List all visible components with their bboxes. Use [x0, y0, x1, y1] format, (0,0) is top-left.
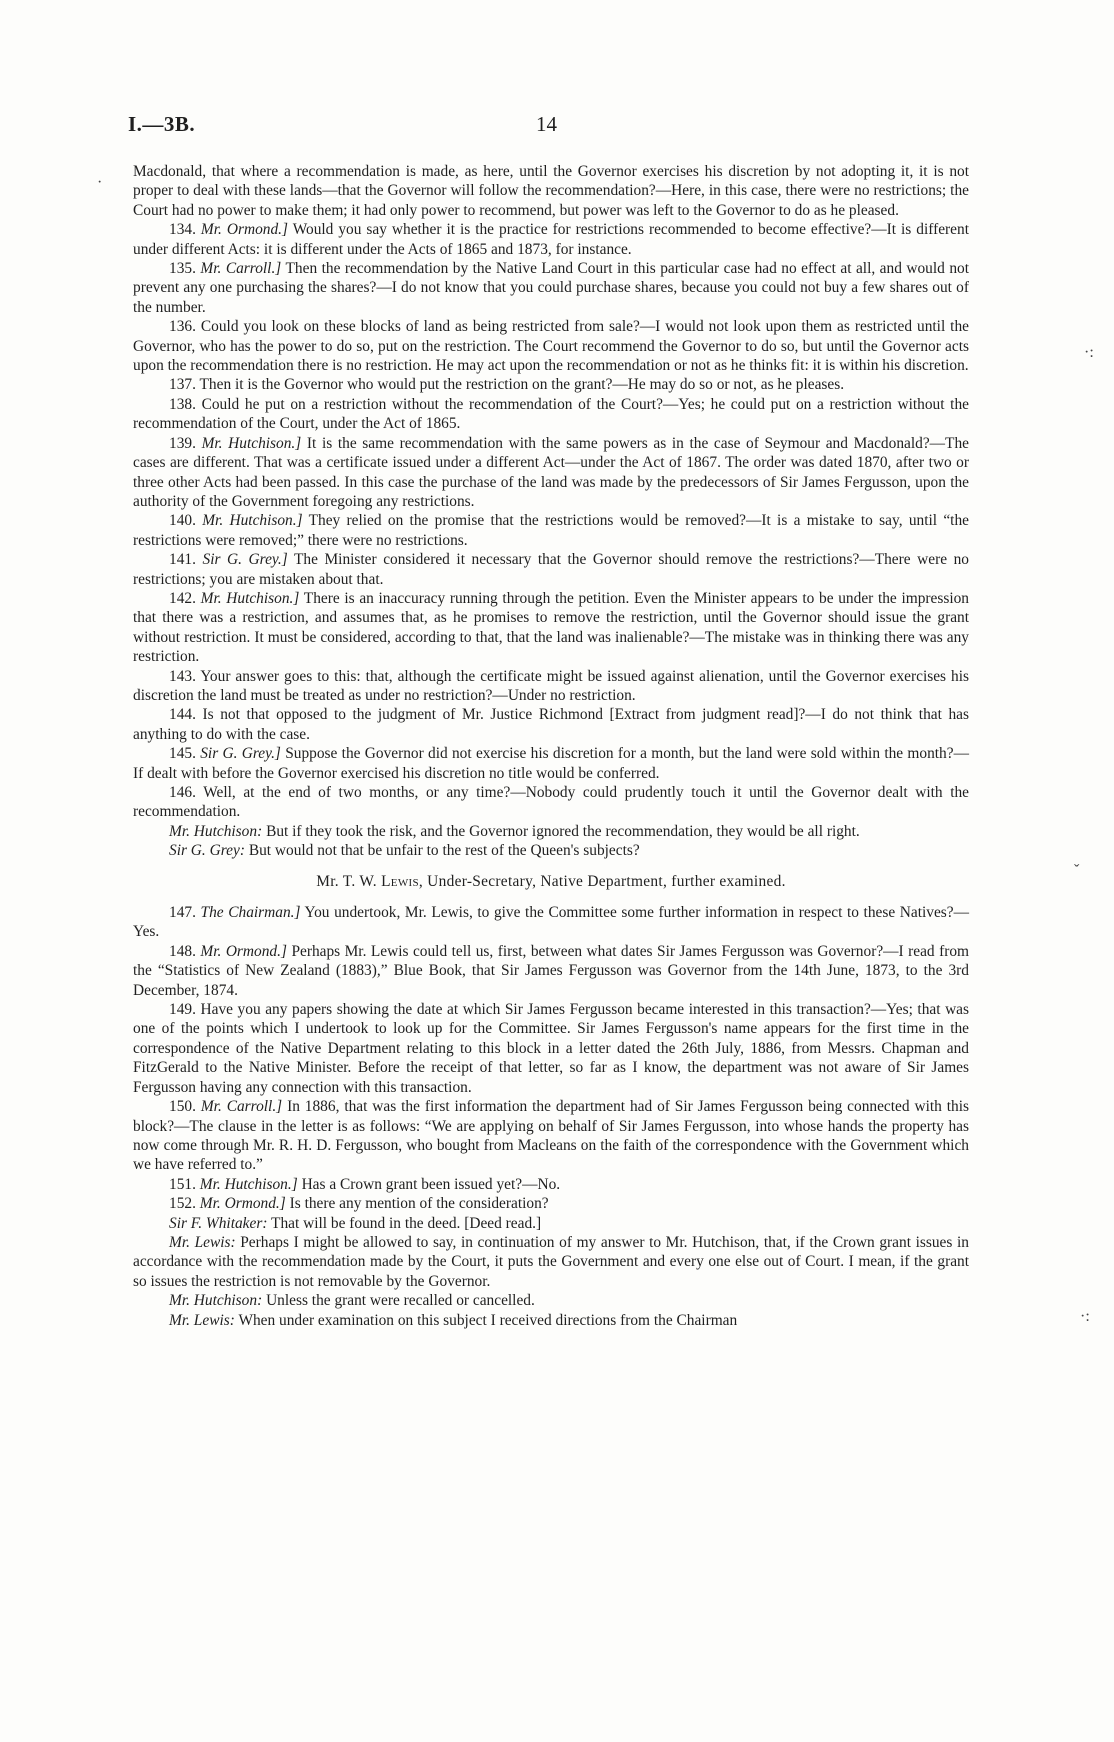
speaker: Mr. Ormond.] — [200, 221, 288, 239]
document-id: I.—3B. — [128, 112, 196, 136]
speaker: The Chairman.] — [200, 904, 301, 922]
speaker: Mr. Carroll.] — [200, 1098, 283, 1116]
question-147: 147. The Chairman.] You undertook, Mr. Lewis, to give the Committee some further information in respect to these Natives?—Yes. — [133, 904, 969, 941]
question-139: 139. Mr. Hutchison.] It is the same recommendation with the same powers as in the case of Seymour and Macdonald?—The cases are different. That was a certificate issued under a different Act—under the Act of 1867. The order was dated 1870, after two or three other Acts had been passed. In this case the purchase of the land was made by the predecessors of Sir James Fergusson, upon the authority of the Government foregoing any restrictions. — [133, 434, 969, 510]
question-136: 136. Could you look on these blocks of land as being restricted from sale?—I would not look upon them as restricted until the Governor, who has the power to do so, put on the restriction. The Court recommend the Governor to do so, but until the Governor acts upon the recommendation there is no restriction. He may act upon the recommendation or not as he thinks fit: it is within his discretion. — [133, 318, 969, 375]
speaker: Mr. Carroll.] — [200, 260, 282, 278]
page-number: 14 — [536, 112, 557, 136]
speaker: Mr. Ormond.] — [200, 942, 287, 960]
remark: Mr. Lewis: Perhaps I might be allowed to say, in continuation of my answer to Mr. Hutchison, that, if the Crown grant issues in accordance with the recommendation made by the Court, it puts the Government and every one else out of Court. I mean, if the grant so issues the restriction is not removable by the Governor. — [133, 1233, 969, 1290]
question-144: 144. Is not that opposed to the judgment of Mr. Justice Richmond [Extract from judgment read]?—I do not think that has anything to do with the case. — [133, 706, 969, 743]
section-heading: Mr. T. W. Lewis, Under-Secretary, Native Department, further examined. — [316, 872, 786, 890]
speaker: Mr. Ormond.] — [199, 1195, 286, 1213]
remark: Mr. Hutchison: But if they took the risk, and the Governor ignored the recommendation, they would be all right. — [169, 822, 860, 840]
question-150: 150. Mr. Carroll.] In 1886, that was the first information the department had of Sir James Fergusson being connected with this block?—The clause in the letter is as follows: “We are applying on behalf of Sir James Fergusson, into whose hands the property has now come through Mr. R. H. D. Fergusson, who bought from Macleans on the faith of the correspondence with the Government which we have referred to.” — [133, 1098, 969, 1174]
question-146: 146. Well, at the end of two months, or any time?—Nobody could prudently touch it until the Governor dealt with the recommendation. — [133, 784, 969, 821]
question-151: 151. Mr. Hutchison.] Has a Crown grant been issued yet?—No. — [169, 1175, 561, 1193]
speaker: Mr. Lewis: — [169, 1311, 235, 1329]
question-143: 143. Your answer goes to this: that, although the certificate might be issued against alienation, until the Governor exercises his discretion the land must be treated as under no restriction?—Under no restriction. — [133, 667, 969, 704]
question-134: 134. Mr. Ormond.] Would you say whether it is the practice for restrictions recommended to become effective?—It is different under different Acts: it is different under the Acts of 1865 and 1873, for instance. — [133, 221, 969, 258]
speaker: Mr. Hutchison: — [169, 822, 263, 840]
question-152: 152. Mr. Ormond.] Is there any mention of the consideration? — [169, 1195, 549, 1213]
question-137: 137. Then it is the Governor who would put the restriction on the grant?—He may do so or not, as he pleases. — [169, 376, 845, 394]
speaker: Sir G. Grey.] — [200, 745, 281, 763]
speaker: Mr. Hutchison.] — [201, 434, 302, 452]
page-header — [128, 112, 978, 146]
speaker: Mr. Lewis: — [169, 1233, 236, 1251]
speaker: Sir F. Whitaker: — [169, 1214, 268, 1232]
question-138: 138. Could he put on a restriction without the recommendation of the Court?—Yes; he could put on a restriction without the recommendation of the Court, under the Act of 1865. — [133, 395, 969, 433]
document-body — [133, 162, 969, 1330]
question-140: 140. Mr. Hutchison.] They relied on the promise that the restrictions would be removed?—It is a mistake to say, until “the restrictions were removed;” there were no restrictions. — [133, 512, 969, 549]
speaker: Sir G. Grey.] — [202, 551, 288, 569]
margin-mark: · — [97, 174, 103, 191]
question-142: 142. Mr. Hutchison.] There is an inaccuracy running through the petition. Even the Minister appears to be under the impression that there was a restriction, and assumes that, as he promises to remove the restriction, until the Governor should issue the grant without restriction. It must be considered, according to that, that the land was inalienable?—The mistake was in thinking there was any restriction. — [133, 589, 969, 666]
question-148: 148. Mr. Ormond.] Perhaps Mr. Lewis could tell us, first, between what dates Sir James Fergusson was Governor?—I read from the “Statistics of New Zealand (1883),” Blue Book, that Sir James Fergusson was Governor from the 14th June, 1873, to the 3rd December, 1874. — [133, 942, 969, 999]
paragraph: Macdonald, that where a recommendation is made, as here, until the Governor exercises his discretion by not adopting it, it is not proper to deal with these lands—that the Governor will follow the recommendation?—Here, in this case, there were no restrictions; the Court had no power to make them; it had only power to recommend, but power was left to the Governor to do as he pleased. — [133, 163, 969, 219]
speaker: Mr. Hutchison.] — [199, 1175, 298, 1193]
speaker: Mr. Hutchison: — [169, 1292, 263, 1310]
remark: Sir G. Grey: But would not that be unfair to the rest of the Queen's subjects? — [169, 842, 640, 860]
speaker: Mr. Hutchison.] — [202, 512, 303, 530]
question-145: 145. Sir G. Grey.] Suppose the Governor did not exercise his discretion for a month, but the land were sold within the month?—If dealt with before the Governor exercised his discretion no title would be conferred. — [133, 745, 969, 782]
speaker: Sir G. Grey: — [169, 842, 245, 860]
remark: Mr. Lewis: When under examination on this subject I received directions from the Chairman — [169, 1311, 738, 1329]
question-141: 141. Sir G. Grey.] The Minister considered it necessary that the Governor should remove the restrictions?—There were no restrictions; you are mistaken about that. — [133, 551, 969, 588]
question-135: 135. Mr. Carroll.] Then the recommendation by the Native Land Court in this particular case had no effect at all, and would not prevent any one purchasing the shares?—I do not know that you could purchase shares, because you could not buy a few shares out of the number. — [133, 260, 969, 316]
margin-mark: ˇ — [1074, 862, 1080, 879]
margin-mark: ·: — [1084, 344, 1094, 361]
remark: Mr. Hutchison: Unless the grant were recalled or cancelled. — [169, 1292, 535, 1310]
speaker: Mr. Hutchison.] — [200, 589, 300, 607]
remark: Sir F. Whitaker: That will be found in the deed. [Deed read.] — [169, 1214, 542, 1232]
question-149: 149. Have you any papers showing the date at which Sir James Fergusson became interested in this transaction?—Yes; that was one of the points which I undertook to look up for the Committee. Sir James Fergusson's name appears for the first time in the correspondence of the Native Department relating to this block in a letter dated the 26th July, 1886, from Messrs. Chapman and FitzGerald to the Native Minister. Before the receipt of that letter, so far as I know, the department was not aware of Sir James Fergusson having any connection with this transaction. — [133, 1001, 969, 1096]
margin-mark: ·: — [1080, 1308, 1090, 1325]
